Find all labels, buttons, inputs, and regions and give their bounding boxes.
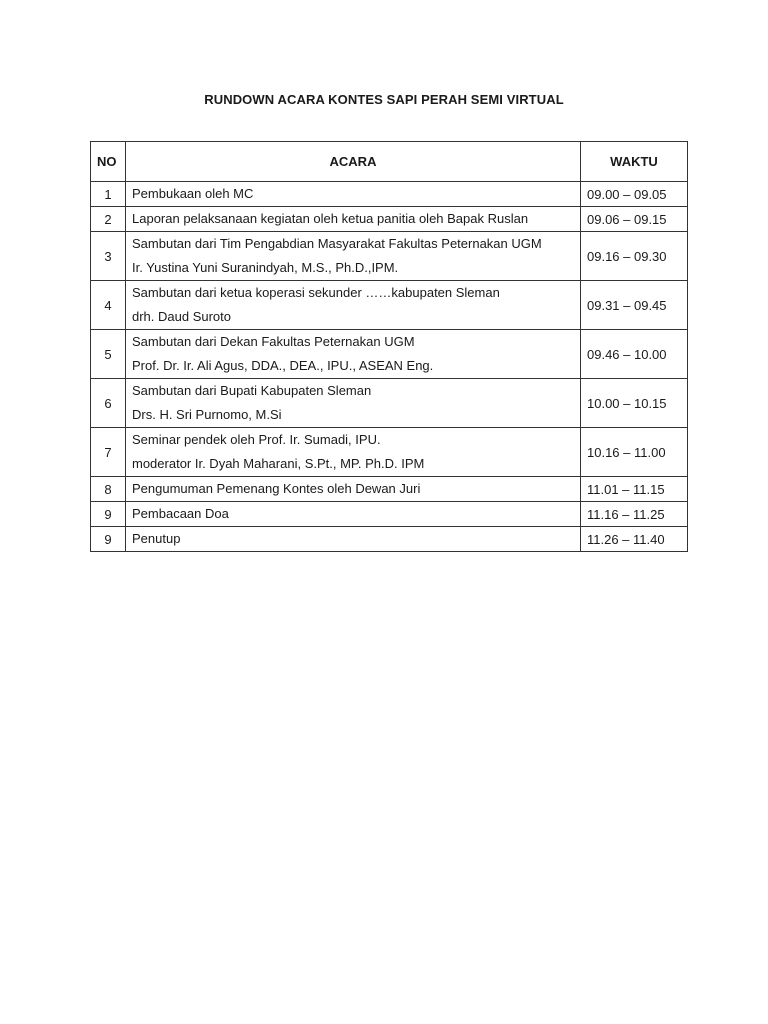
acara-line: Sambutan dari Dekan Fakultas Peternakan UGM bbox=[132, 334, 415, 349]
header-waktu: WAKTU bbox=[581, 142, 688, 182]
row-waktu: 09.46 – 10.00 bbox=[581, 330, 688, 379]
acara-line: Pengumuman Pemenang Kontes oleh Dewan Juri bbox=[132, 481, 421, 496]
table-row bbox=[91, 379, 688, 428]
row-waktu: 11.16 – 11.25 bbox=[581, 502, 688, 527]
table-row bbox=[91, 527, 688, 552]
table-row bbox=[91, 232, 688, 281]
row-waktu: 11.26 – 11.40 bbox=[581, 527, 688, 552]
row-acara bbox=[126, 527, 581, 552]
acara-line: Laporan pelaksanaan kegiatan oleh ketua panitia oleh Bapak Ruslan bbox=[132, 211, 529, 226]
row-acara bbox=[126, 502, 581, 527]
row-waktu: 09.06 – 09.15 bbox=[581, 207, 688, 232]
table-row bbox=[91, 281, 688, 330]
acara-line: drh. Daud Suroto bbox=[132, 309, 232, 324]
row-number: 6 bbox=[91, 379, 126, 428]
row-acara bbox=[126, 281, 581, 330]
acara-line: Sambutan dari Tim Pengabdian Masyarakat Fakultas Peternakan UGM bbox=[132, 236, 542, 251]
row-acara bbox=[126, 207, 581, 232]
row-number: 4 bbox=[91, 281, 126, 330]
table-body bbox=[91, 182, 688, 552]
table-row bbox=[91, 428, 688, 477]
row-waktu: 09.31 – 09.45 bbox=[581, 281, 688, 330]
row-acara bbox=[126, 477, 581, 502]
table-header-row bbox=[91, 142, 688, 182]
table-row bbox=[91, 477, 688, 502]
acara-line: Seminar pendek oleh Prof. Ir. Sumadi, IPU. bbox=[132, 432, 381, 447]
table-row bbox=[91, 502, 688, 527]
acara-line: Pembacaan Doa bbox=[132, 506, 229, 521]
header-acara: ACARA bbox=[126, 142, 581, 182]
acara-line: Drs. H. Sri Purnomo, M.Si bbox=[132, 407, 282, 422]
acara-line: moderator Ir. Dyah Maharani, S.Pt., MP. Ph.D. IPM bbox=[132, 456, 425, 471]
row-number: 3 bbox=[91, 232, 126, 281]
row-acara bbox=[126, 182, 581, 207]
table-row bbox=[91, 207, 688, 232]
row-number: 1 bbox=[91, 182, 126, 207]
row-number: 7 bbox=[91, 428, 126, 477]
row-waktu: 10.00 – 10.15 bbox=[581, 379, 688, 428]
page-title: RUNDOWN ACARA KONTES SAPI PERAH SEMI VIRTUAL bbox=[204, 92, 564, 107]
table-row bbox=[91, 182, 688, 207]
acara-line: Ir. Yustina Yuni Suranindyah, M.S., Ph.D.,IPM. bbox=[132, 260, 399, 275]
acara-line: Pembukaan oleh MC bbox=[132, 186, 254, 201]
table-row bbox=[91, 330, 688, 379]
acara-line: Sambutan dari Bupati Kabupaten Sleman bbox=[132, 383, 372, 398]
row-number: 9 bbox=[91, 527, 126, 552]
rundown-table bbox=[90, 141, 688, 552]
acara-line: Sambutan dari ketua koperasi sekunder ……kabupaten Sleman bbox=[132, 285, 500, 300]
row-waktu: 09.00 – 09.05 bbox=[581, 182, 688, 207]
acara-line: Prof. Dr. Ir. Ali Agus, DDA., DEA., IPU., ASEAN Eng. bbox=[132, 358, 434, 373]
row-waktu: 11.01 – 11.15 bbox=[581, 477, 688, 502]
row-acara bbox=[126, 330, 581, 379]
row-number: 8 bbox=[91, 477, 126, 502]
header-no: NO bbox=[91, 142, 126, 182]
row-acara bbox=[126, 379, 581, 428]
row-number: 9 bbox=[91, 502, 126, 527]
row-acara bbox=[126, 428, 581, 477]
row-waktu: 10.16 – 11.00 bbox=[581, 428, 688, 477]
row-number: 2 bbox=[91, 207, 126, 232]
row-acara bbox=[126, 232, 581, 281]
row-number: 5 bbox=[91, 330, 126, 379]
acara-line: Penutup bbox=[132, 531, 181, 546]
row-waktu: 09.16 – 09.30 bbox=[581, 232, 688, 281]
